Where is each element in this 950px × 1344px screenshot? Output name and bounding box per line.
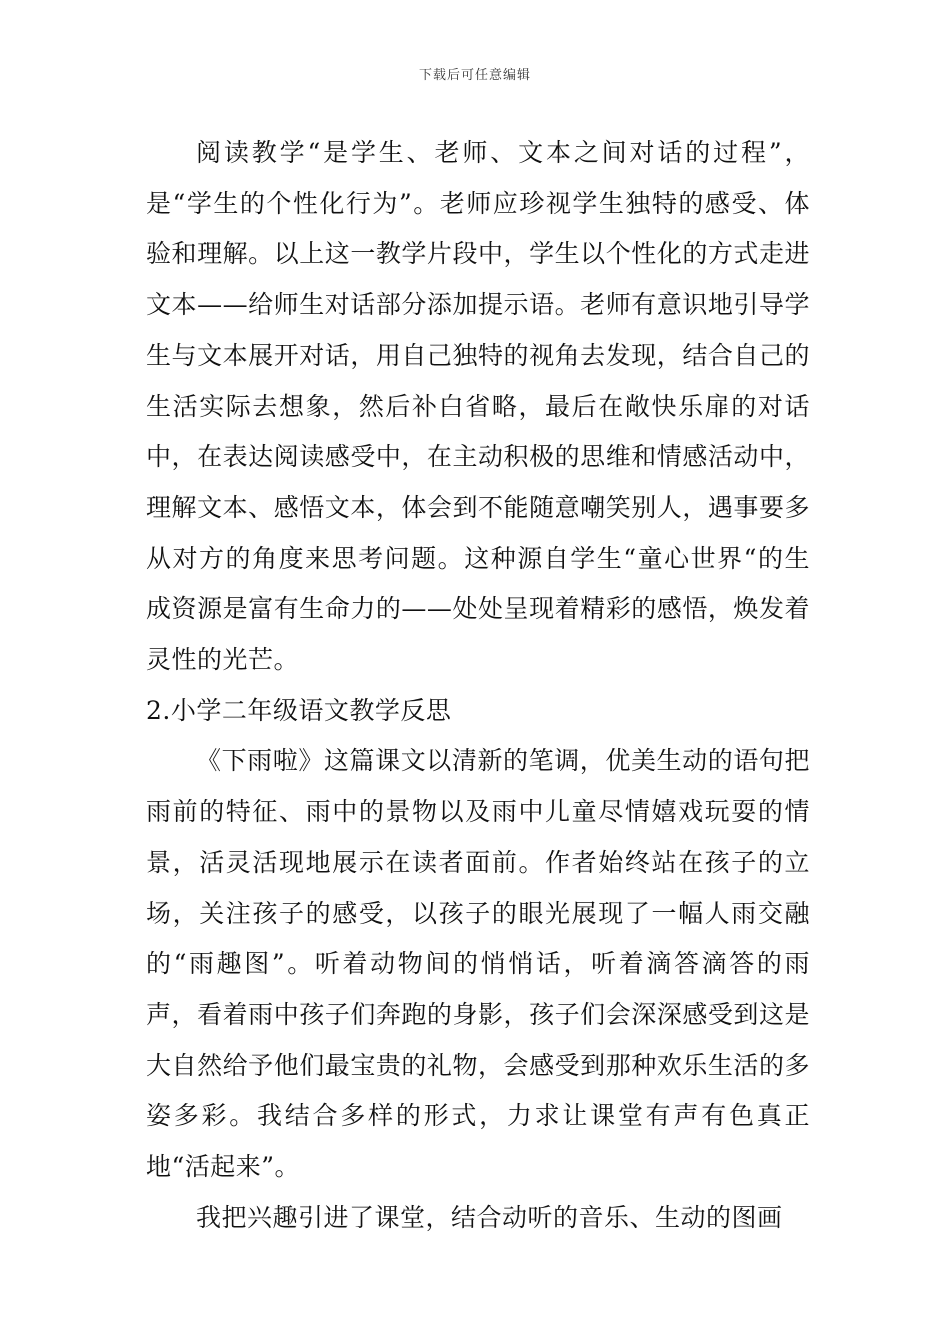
section-heading: 2.小学二年级语文教学反思: [146, 695, 452, 725]
paragraph-reading-teaching: 阅读教学“是学生、老师、文本之间对话的过程”，是“学生的个性化行为”。老师应珍视学生独特的感受、体验和理解。以上这一教学片段中，学生以个性化的方式走进文本——给师生对话部分添加提示语。老师有意识地引导学生与文本展开对话，用自己独特的视角去发现，结合自己的生活实际去想象，然后补白省略，最后在敞快乐扉的对话中，在表达阅读感受中，在主动积极的思维和情感活动中，理解文本、感悟文本，体会到不能随意嘲笑别人，遇事要多从对方的角度来思考问题。这种源自学生“童心世界“的生成资源是富有生命力的——处处呈现着精彩的感悟，焕发着灵性的光芒。: [146, 138, 810, 675]
document-body: [146, 128, 810, 1243]
header-note: 下载后可任意编辑: [418, 68, 531, 83]
paragraph-interest: 我把兴趣引进了课堂，结合动听的音乐、生动的图画: [196, 1202, 783, 1232]
paragraph-rain-lesson: 《下雨啦》这篇课文以清新的笔调，优美生动的语句把雨前的特征、雨中的景物以及雨中儿童尽情嬉戏玩耍的情景，活灵活现地展示在读者面前。作者始终站在孩子的立场，关注孩子的感受，以孩子的眼光展现了一幅人雨交融的“雨趣图”。听着动物间的悄悄话，听着滴答滴答的雨声，看着雨中孩子们奔跑的身影，孩子们会深深感受到这是大自然给予他们最宝贵的礼物，会感受到那种欢乐生活的多姿多彩。我结合多样的形式，力求让课堂有声有色真正地“活起来”。: [146, 746, 810, 1182]
